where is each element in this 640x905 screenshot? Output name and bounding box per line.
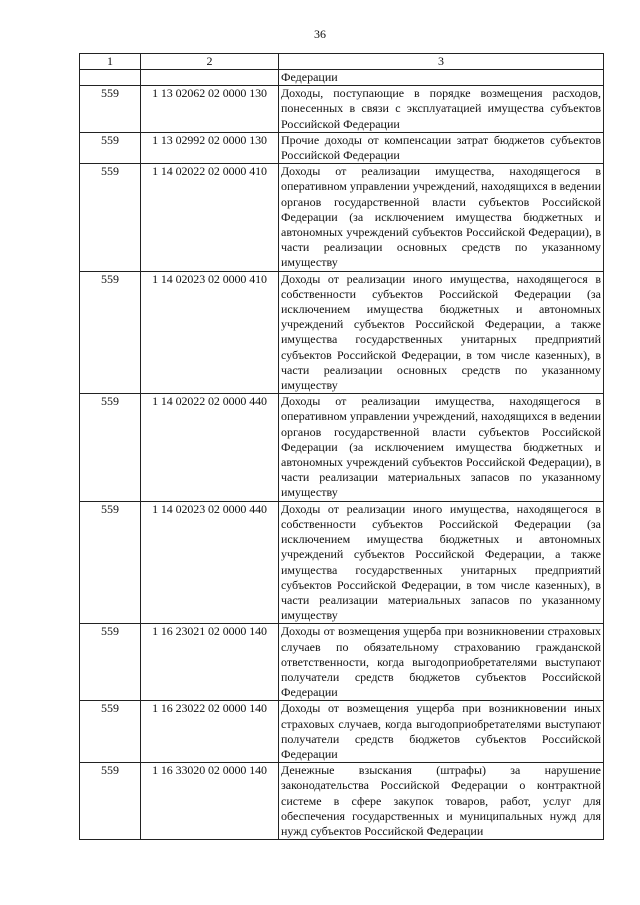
table-row bbox=[80, 132, 604, 163]
page-number: 36 bbox=[314, 27, 326, 41]
description-cell: Доходы от возмещения ущерба при возникновении страховых случаев по обязательному страхованию гражданской ответственности, когда выгодоприобретателями выступают получатели средств бюджетов субъектов Российской Федерации bbox=[279, 624, 604, 701]
code-cell: 1 16 23021 02 0000 140 bbox=[141, 624, 279, 701]
code-cell: 1 13 02062 02 0000 130 bbox=[141, 86, 279, 133]
table-row bbox=[80, 701, 604, 763]
column-header: 3 bbox=[279, 54, 604, 70]
code-cell: 1 14 02023 02 0000 440 bbox=[141, 501, 279, 624]
admin-cell bbox=[80, 70, 141, 86]
description-cell: Денежные взыскания (штрафы) за нарушение законодательства Российской Федерации о контрактной системе в сфере закупок товаров, работ, услуг для обеспечения государственных и муниципальных нужд для нужд субъектов Российской Федерации bbox=[279, 763, 604, 840]
table-row bbox=[80, 624, 604, 701]
code-cell: 1 14 02023 02 0000 410 bbox=[141, 271, 279, 394]
admin-cell: 559 bbox=[80, 271, 141, 394]
table-row bbox=[80, 86, 604, 133]
table-row bbox=[80, 394, 604, 501]
admin-cell: 559 bbox=[80, 501, 141, 624]
admin-cell: 559 bbox=[80, 624, 141, 701]
description-cell: Доходы от реализации имущества, находящегося в оперативном управлении учреждений, находящихся в ведении органов государственной власти субъектов Российской Федерации (за исключением имущества бюджетных и автономных учреждений субъектов Российской Федерации), в части реализации основных средств по указанному имуществу bbox=[279, 164, 604, 271]
code-cell bbox=[141, 70, 279, 86]
code-cell: 1 13 02992 02 0000 130 bbox=[141, 132, 279, 163]
admin-cell: 559 bbox=[80, 701, 141, 763]
admin-cell: 559 bbox=[80, 164, 141, 271]
admin-cell: 559 bbox=[80, 394, 141, 501]
table-row bbox=[80, 763, 604, 840]
table-row bbox=[80, 164, 604, 271]
admin-cell: 559 bbox=[80, 763, 141, 840]
description-cell: Доходы от реализации имущества, находящегося в оперативном управлении учреждений, находящихся в ведении органов государственной власти субъектов Российской Федерации (за исключением имущества бюджетных и автономных учреждений субъектов Российской Федерации), в части реализации материальных запасов по указанному имуществу bbox=[279, 394, 604, 501]
table-row bbox=[80, 271, 604, 394]
admin-cell: 559 bbox=[80, 132, 141, 163]
description-cell: Федерации bbox=[279, 70, 604, 86]
revenue-codes-table bbox=[79, 53, 604, 840]
table-row bbox=[80, 501, 604, 624]
code-cell: 1 16 23022 02 0000 140 bbox=[141, 701, 279, 763]
column-header: 2 bbox=[141, 54, 279, 70]
table-header-row bbox=[80, 54, 604, 70]
description-cell: Доходы от реализации иного имущества, находящегося в собственности субъектов Российской Федерации (за исключением имущества бюджетных и автономных учреждений субъектов Российской Федерации, а также имущества государственных унитарных предприятий субъектов Российской Федерации, в том числе казенных), в части реализации основных средств по указанному имуществу bbox=[279, 271, 604, 394]
description-cell: Доходы от реализации иного имущества, находящегося в собственности субъектов Российской Федерации (за исключением имущества бюджетных и автономных учреждений субъектов Российской Федерации, а также имущества государственных унитарных предприятий субъектов Российской Федерации, в том числе казенных), в части реализации материальных запасов по указанному имуществу bbox=[279, 501, 604, 624]
admin-cell: 559 bbox=[80, 86, 141, 133]
description-cell: Прочие доходы от компенсации затрат бюджетов субъектов Российской Федерации bbox=[279, 132, 604, 163]
code-cell: 1 14 02022 02 0000 440 bbox=[141, 394, 279, 501]
code-cell: 1 14 02022 02 0000 410 bbox=[141, 164, 279, 271]
description-cell: Доходы, поступающие в порядке возмещения расходов, понесенных в связи с эксплуатацией имущества субъектов Российской Федерации bbox=[279, 86, 604, 133]
continuation-row bbox=[80, 70, 604, 86]
column-header: 1 bbox=[80, 54, 141, 70]
code-cell: 1 16 33020 02 0000 140 bbox=[141, 763, 279, 840]
description-cell: Доходы от возмещения ущерба при возникновении иных страховых случаев, когда выгодоприобретателями выступают получатели средств бюджетов субъектов Российской Федерации bbox=[279, 701, 604, 763]
